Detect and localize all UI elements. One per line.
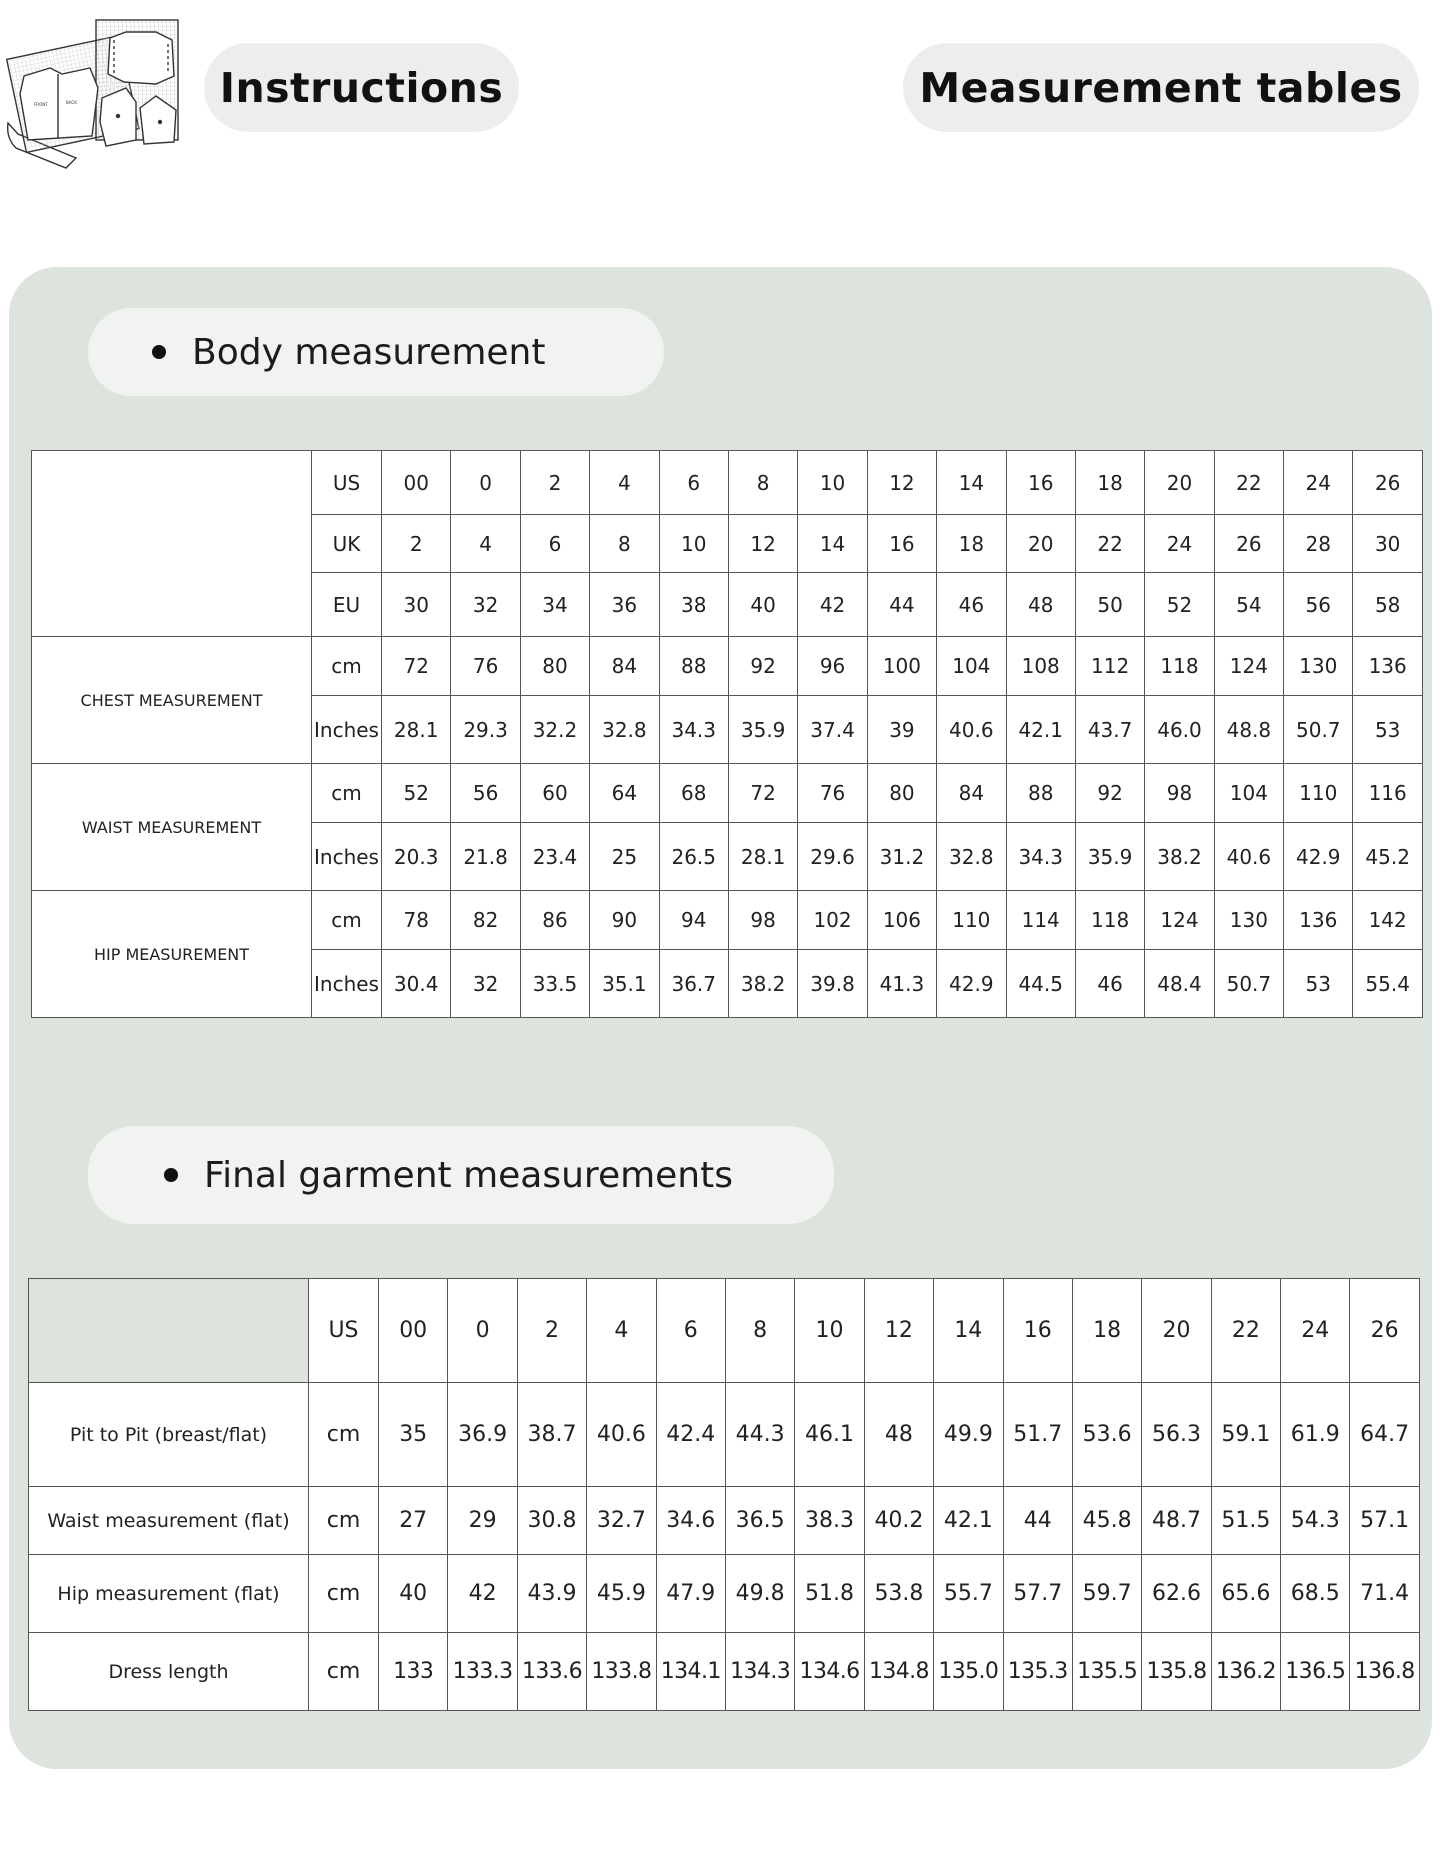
value-cell: 134.6 [795, 1633, 864, 1711]
value-cell: 48.8 [1214, 696, 1283, 764]
value-cell: 142 [1353, 891, 1422, 950]
value-cell: 23.4 [520, 823, 589, 891]
size-cell: 18 [1075, 451, 1144, 515]
size-system-label: US [312, 451, 382, 515]
value-cell: 78 [382, 891, 451, 950]
value-cell: 39 [867, 696, 936, 764]
size-cell: 2 [382, 515, 451, 573]
value-cell: 55.7 [934, 1555, 1003, 1633]
value-cell: 53.6 [1072, 1383, 1141, 1487]
value-cell: 41.3 [867, 950, 936, 1018]
measurement-row-cm [32, 637, 1423, 696]
size-cell: 2 [517, 1279, 586, 1383]
value-cell: 88 [1006, 764, 1075, 823]
value-cell: 59.1 [1211, 1383, 1280, 1487]
value-cell: 46.0 [1145, 696, 1214, 764]
value-cell: 37.4 [798, 696, 867, 764]
value-cell: 104 [937, 637, 1006, 696]
size-cell: 2 [520, 451, 589, 515]
size-cell: 12 [867, 451, 936, 515]
value-cell: 134.8 [864, 1633, 933, 1711]
value-cell: 49.8 [725, 1555, 794, 1633]
size-cell: 16 [1006, 451, 1075, 515]
unit-label: cm [309, 1555, 379, 1633]
value-cell: 134.3 [725, 1633, 794, 1711]
value-cell: 104 [1214, 764, 1283, 823]
value-cell: 30.4 [382, 950, 451, 1018]
value-cell: 49.9 [934, 1383, 1003, 1487]
value-cell: 52 [382, 764, 451, 823]
value-cell: 72 [728, 764, 797, 823]
value-cell: 53.8 [864, 1555, 933, 1633]
value-cell: 40.2 [864, 1487, 933, 1555]
size-cell: 34 [520, 573, 589, 637]
size-cell: 12 [864, 1279, 933, 1383]
value-cell: 98 [1145, 764, 1214, 823]
value-cell: 130 [1284, 637, 1353, 696]
value-cell: 35.9 [1075, 823, 1144, 891]
value-cell: 46 [1075, 950, 1144, 1018]
value-cell: 48.7 [1142, 1487, 1211, 1555]
size-cell: 30 [382, 573, 451, 637]
size-cell: 8 [590, 515, 659, 573]
value-cell: 29 [448, 1487, 517, 1555]
garment-row [29, 1555, 1420, 1633]
value-cell: 38.7 [517, 1383, 586, 1487]
value-cell: 102 [798, 891, 867, 950]
size-cell: 36 [590, 573, 659, 637]
value-cell: 114 [1006, 891, 1075, 950]
value-cell: 124 [1145, 891, 1214, 950]
value-cell: 39.8 [798, 950, 867, 1018]
size-cell: 0 [448, 1279, 517, 1383]
value-cell: 44.3 [725, 1383, 794, 1487]
garment-measurement-title: Final garment measurements [204, 1154, 733, 1196]
value-cell: 82 [451, 891, 520, 950]
size-cell: 8 [728, 451, 797, 515]
size-system-label: UK [312, 515, 382, 573]
garment-measurement-heading [88, 1126, 834, 1224]
value-cell: 30.8 [517, 1487, 586, 1555]
value-cell: 92 [1075, 764, 1144, 823]
body-measurement-title: Body measurement [192, 331, 546, 373]
value-cell: 33.5 [520, 950, 589, 1018]
value-cell: 118 [1145, 637, 1214, 696]
value-cell: 133.8 [587, 1633, 656, 1711]
value-cell: 96 [798, 637, 867, 696]
value-cell: 42.1 [1006, 696, 1075, 764]
value-cell: 64.7 [1350, 1383, 1419, 1487]
size-cell: 00 [379, 1279, 448, 1383]
value-cell: 40.6 [937, 696, 1006, 764]
size-cell: 26 [1214, 515, 1283, 573]
size-cell: 18 [1072, 1279, 1141, 1383]
size-cell: 18 [937, 515, 1006, 573]
value-cell: 43.9 [517, 1555, 586, 1633]
value-cell: 34.6 [656, 1487, 725, 1555]
size-cell: 28 [1284, 515, 1353, 573]
value-cell: 135.0 [934, 1633, 1003, 1711]
value-cell: 65.6 [1211, 1555, 1280, 1633]
size-cell: 24 [1284, 451, 1353, 515]
value-cell: 135.3 [1003, 1633, 1072, 1711]
size-cell: 58 [1353, 573, 1422, 637]
value-cell: 45.2 [1353, 823, 1422, 891]
table-corner-blank [29, 1279, 309, 1383]
value-cell: 53 [1353, 696, 1422, 764]
value-cell: 100 [867, 637, 936, 696]
garment-size-header-row [29, 1279, 1420, 1383]
value-cell: 42.1 [934, 1487, 1003, 1555]
value-cell: 35.1 [590, 950, 659, 1018]
measurement-panel [9, 267, 1432, 1769]
size-cell: 4 [587, 1279, 656, 1383]
size-cell: 42 [798, 573, 867, 637]
value-cell: 64 [590, 764, 659, 823]
size-cell: 20 [1142, 1279, 1211, 1383]
value-cell: 44.5 [1006, 950, 1075, 1018]
size-cell: 10 [795, 1279, 864, 1383]
garment-measurement-name: Hip measurement (flat) [29, 1555, 309, 1633]
size-cell: 16 [867, 515, 936, 573]
value-cell: 56 [451, 764, 520, 823]
value-cell: 94 [659, 891, 728, 950]
value-cell: 55.4 [1353, 950, 1422, 1018]
value-cell: 84 [590, 637, 659, 696]
size-cell: 38 [659, 573, 728, 637]
size-cell: 26 [1350, 1279, 1419, 1383]
value-cell: 80 [520, 637, 589, 696]
size-cell: 16 [1003, 1279, 1072, 1383]
unit-label: cm [312, 637, 382, 696]
value-cell: 118 [1075, 891, 1144, 950]
value-cell: 57.7 [1003, 1555, 1072, 1633]
value-cell: 35.9 [728, 696, 797, 764]
size-cell: 46 [937, 573, 1006, 637]
value-cell: 68 [659, 764, 728, 823]
value-cell: 134.1 [656, 1633, 725, 1711]
measurement-name: WAIST MEASUREMENT [32, 764, 312, 891]
bullet-icon [152, 345, 166, 359]
value-cell: 36.9 [448, 1383, 517, 1487]
size-cell: 26 [1353, 451, 1422, 515]
size-cell: 00 [382, 451, 451, 515]
size-row-us [32, 451, 1423, 515]
unit-label: cm [312, 891, 382, 950]
value-cell: 26.5 [659, 823, 728, 891]
size-cell: 50 [1075, 573, 1144, 637]
size-cell: 40 [728, 573, 797, 637]
value-cell: 42.4 [656, 1383, 725, 1487]
value-cell: 28.1 [728, 823, 797, 891]
value-cell: 84 [937, 764, 1006, 823]
value-cell: 29.3 [451, 696, 520, 764]
value-cell: 136.5 [1281, 1633, 1350, 1711]
value-cell: 27 [379, 1487, 448, 1555]
svg-text:BACK: BACK [66, 100, 77, 105]
value-cell: 86 [520, 891, 589, 950]
value-cell: 57.1 [1350, 1487, 1419, 1555]
size-cell: 8 [725, 1279, 794, 1383]
value-cell: 136.2 [1211, 1633, 1280, 1711]
value-cell: 135.5 [1072, 1633, 1141, 1711]
value-cell: 53 [1284, 950, 1353, 1018]
value-cell: 80 [867, 764, 936, 823]
value-cell: 136.8 [1350, 1633, 1419, 1711]
size-cell: 0 [451, 451, 520, 515]
value-cell: 42.9 [937, 950, 1006, 1018]
value-cell: 47.9 [656, 1555, 725, 1633]
value-cell: 72 [382, 637, 451, 696]
size-cell: 22 [1211, 1279, 1280, 1383]
value-cell: 50.7 [1284, 696, 1353, 764]
value-cell: 135.8 [1142, 1633, 1211, 1711]
value-cell: 133.6 [517, 1633, 586, 1711]
size-cell: 14 [798, 515, 867, 573]
value-cell: 110 [937, 891, 1006, 950]
value-cell: 25 [590, 823, 659, 891]
value-cell: 68.5 [1281, 1555, 1350, 1633]
garment-row [29, 1383, 1420, 1487]
size-cell: 6 [520, 515, 589, 573]
garment-measurement-name: Pit to Pit (breast/flat) [29, 1383, 309, 1487]
size-cell: 6 [659, 451, 728, 515]
body-measurement-heading [88, 308, 664, 396]
size-cell: 24 [1281, 1279, 1350, 1383]
value-cell: 98 [728, 891, 797, 950]
value-cell: 32.8 [590, 696, 659, 764]
value-cell: 48.4 [1145, 950, 1214, 1018]
value-cell: 71.4 [1350, 1555, 1419, 1633]
value-cell: 130 [1214, 891, 1283, 950]
unit-label: cm [309, 1383, 379, 1487]
value-cell: 60 [520, 764, 589, 823]
value-cell: 46.1 [795, 1383, 864, 1487]
measurement-tables-label: Measurement tables [919, 63, 1403, 112]
value-cell: 28.1 [382, 696, 451, 764]
value-cell: 106 [867, 891, 936, 950]
value-cell: 90 [590, 891, 659, 950]
unit-label: Inches [312, 696, 382, 764]
value-cell: 44 [1003, 1487, 1072, 1555]
value-cell: 42 [448, 1555, 517, 1633]
value-cell: 136 [1284, 891, 1353, 950]
garment-row [29, 1633, 1420, 1711]
value-cell: 133.3 [448, 1633, 517, 1711]
svg-text:FRONT: FRONT [34, 102, 48, 107]
value-cell: 42.9 [1284, 823, 1353, 891]
value-cell: 92 [728, 637, 797, 696]
value-cell: 124 [1214, 637, 1283, 696]
value-cell: 51.8 [795, 1555, 864, 1633]
instructions-label: Instructions [219, 63, 504, 112]
size-cell: 14 [934, 1279, 1003, 1383]
value-cell: 61.9 [1281, 1383, 1350, 1487]
size-cell: 56 [1284, 573, 1353, 637]
value-cell: 133 [379, 1633, 448, 1711]
value-cell: 40.6 [587, 1383, 656, 1487]
garment-measurement-table [28, 1278, 1420, 1711]
garment-row [29, 1487, 1420, 1555]
body-measurement-table [31, 450, 1423, 1018]
value-cell: 112 [1075, 637, 1144, 696]
size-cell: 4 [451, 515, 520, 573]
garment-measurement-name: Dress length [29, 1633, 309, 1711]
value-cell: 38.2 [728, 950, 797, 1018]
size-cell: 54 [1214, 573, 1283, 637]
value-cell: 38.3 [795, 1487, 864, 1555]
unit-label: cm [309, 1487, 379, 1555]
value-cell: 62.6 [1142, 1555, 1211, 1633]
sewing-pattern-pieces-icon [6, 18, 182, 170]
value-cell: 51.5 [1211, 1487, 1280, 1555]
size-cell: 14 [937, 451, 1006, 515]
size-cell: 4 [590, 451, 659, 515]
value-cell: 32.8 [937, 823, 1006, 891]
value-cell: 108 [1006, 637, 1075, 696]
value-cell: 32 [451, 950, 520, 1018]
size-cell: 22 [1075, 515, 1144, 573]
value-cell: 136 [1353, 637, 1422, 696]
value-cell: 88 [659, 637, 728, 696]
value-cell: 43.7 [1075, 696, 1144, 764]
size-system-label: EU [312, 573, 382, 637]
size-system-label: US [309, 1279, 379, 1383]
bullet-icon [164, 1168, 178, 1182]
value-cell: 35 [379, 1383, 448, 1487]
unit-label: Inches [312, 950, 382, 1018]
value-cell: 50.7 [1214, 950, 1283, 1018]
value-cell: 59.7 [1072, 1555, 1141, 1633]
size-cell: 10 [798, 451, 867, 515]
measurement-row-cm [32, 891, 1423, 950]
value-cell: 29.6 [798, 823, 867, 891]
measurement-tables-tab[interactable] [903, 43, 1419, 132]
table-corner-blank [32, 451, 312, 637]
size-cell: 10 [659, 515, 728, 573]
value-cell: 32.2 [520, 696, 589, 764]
value-cell: 45.9 [587, 1555, 656, 1633]
measurement-row-cm [32, 764, 1423, 823]
value-cell: 56.3 [1142, 1383, 1211, 1487]
size-cell: 32 [451, 573, 520, 637]
unit-label: cm [309, 1633, 379, 1711]
value-cell: 21.8 [451, 823, 520, 891]
value-cell: 36.5 [725, 1487, 794, 1555]
size-cell: 12 [728, 515, 797, 573]
instructions-tab[interactable] [204, 43, 519, 132]
garment-measurement-name: Waist measurement (flat) [29, 1487, 309, 1555]
measurement-name: CHEST MEASUREMENT [32, 637, 312, 764]
unit-label: cm [312, 764, 382, 823]
size-cell: 20 [1006, 515, 1075, 573]
value-cell: 45.8 [1072, 1487, 1141, 1555]
size-cell: 6 [656, 1279, 725, 1383]
value-cell: 34.3 [659, 696, 728, 764]
sewing-pattern-logo [6, 18, 182, 170]
value-cell: 76 [798, 764, 867, 823]
value-cell: 76 [451, 637, 520, 696]
value-cell: 51.7 [1003, 1383, 1072, 1487]
size-cell: 44 [867, 573, 936, 637]
size-cell: 48 [1006, 573, 1075, 637]
size-cell: 30 [1353, 515, 1422, 573]
value-cell: 20.3 [382, 823, 451, 891]
value-cell: 38.2 [1145, 823, 1214, 891]
value-cell: 31.2 [867, 823, 936, 891]
value-cell: 54.3 [1281, 1487, 1350, 1555]
size-cell: 24 [1145, 515, 1214, 573]
value-cell: 116 [1353, 764, 1422, 823]
size-cell: 22 [1214, 451, 1283, 515]
value-cell: 110 [1284, 764, 1353, 823]
value-cell: 36.7 [659, 950, 728, 1018]
size-cell: 20 [1145, 451, 1214, 515]
unit-label: Inches [312, 823, 382, 891]
value-cell: 40 [379, 1555, 448, 1633]
value-cell: 48 [864, 1383, 933, 1487]
value-cell: 34.3 [1006, 823, 1075, 891]
size-cell: 52 [1145, 573, 1214, 637]
value-cell: 40.6 [1214, 823, 1283, 891]
measurement-name: HIP MEASUREMENT [32, 891, 312, 1018]
value-cell: 32.7 [587, 1487, 656, 1555]
